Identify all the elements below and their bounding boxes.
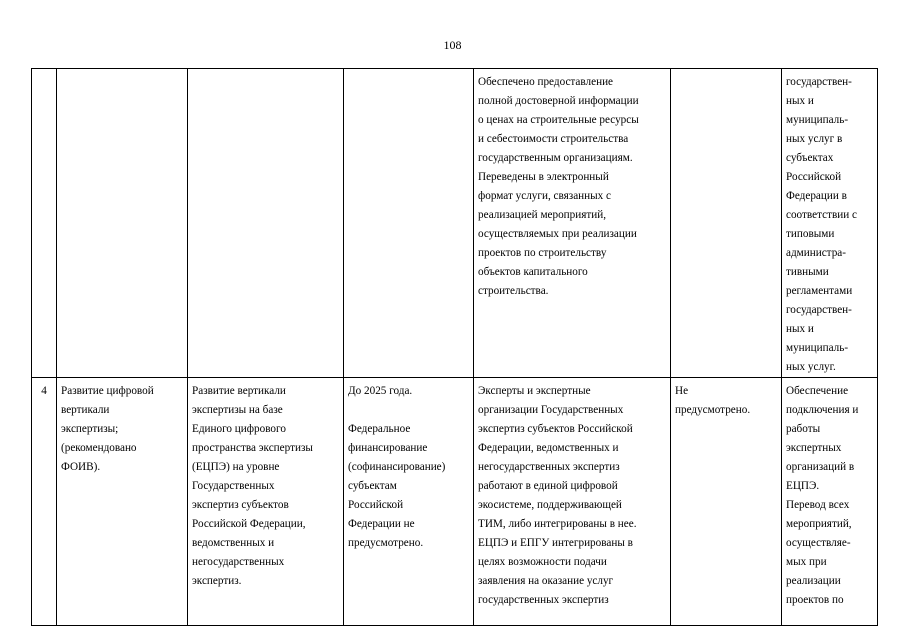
cell-text-line: ных услуг. [786, 361, 836, 373]
row-number-cell: 4 [32, 378, 57, 626]
effect-cell [782, 378, 878, 626]
cell-text-line: ных и [786, 95, 814, 107]
cell-text-line: подключения и [786, 404, 859, 416]
cell-text-line: Федеральное [348, 423, 411, 435]
cell-text-line: строительства. [478, 285, 549, 297]
cell-text-line: Переведены в электронный [478, 171, 609, 183]
cell-text-line: экспертиз субъектов [192, 499, 289, 511]
expected-result-cell [474, 69, 671, 378]
cell-text-line: (софинансирование) [348, 461, 446, 473]
cell-text-line: организации Государственных [478, 404, 624, 416]
cell-text-line: ных и [786, 323, 814, 335]
normative-act-cell [671, 378, 782, 626]
cell-text-line: целях возможности подачи [478, 556, 607, 568]
cell-text-line: вертикали [61, 404, 110, 416]
cell-text-line: ФОИВ). [61, 461, 101, 473]
cell-text-line: субъектах [786, 152, 834, 164]
cell-text-line: ЕЦПЭ и ЕПГУ интегрированы в [478, 537, 633, 549]
cell-text-line: тивными [786, 266, 829, 278]
cell-text-line: экосистеме, поддерживающей [478, 499, 622, 511]
cell-text-line: экспертиз. [192, 575, 242, 587]
cell-text-line: (ЕЦПЭ) на уровне [192, 461, 280, 473]
cell-text-line: предусмотрено. [675, 404, 751, 416]
cell-text-line: муниципаль- [786, 342, 849, 354]
cell-text-line: Развитие вертикали [192, 385, 286, 397]
cell-text-line: соответствии с [786, 209, 857, 221]
cell-text-line: организаций в [786, 461, 855, 473]
cell-text-line: финансирование [348, 442, 428, 454]
cell-text-line: типовыми [786, 228, 835, 240]
cell-text-line: Обеспечение [786, 385, 849, 397]
cell-text-line: негосударственных [192, 556, 285, 568]
cell-text-line: осуществляемых при реализации [478, 228, 637, 240]
cell-text-line: До 2025 года. [348, 385, 413, 397]
cell-text-line: экспертизы на базе [192, 404, 283, 416]
cell-text-line: пространства экспертизы [192, 442, 313, 454]
cell-text-line: экспертиз субъектов Российской [478, 423, 633, 435]
cell-text-line: объектов капитального [478, 266, 588, 278]
cell-text-line: мых при [786, 556, 827, 568]
cell-text-line: Федерации в [786, 190, 847, 202]
cell-text-line: мероприятий, [786, 518, 852, 530]
measure-name-cell [57, 69, 188, 378]
cell-text-line: работают в единой цифровой [478, 480, 618, 492]
measure-name-cell [57, 378, 188, 626]
cell-text-line: Российской [786, 171, 842, 183]
cell-text-line: Единого цифрового [192, 423, 286, 435]
cell-text-line: предусмотрено. [348, 537, 424, 549]
cell-text-line: ных услуг в [786, 133, 843, 145]
effect-cell [782, 69, 878, 378]
cell-text-line: ЕЦПЭ. [786, 480, 820, 492]
measure-description-cell [188, 69, 344, 378]
cell-text-line: Обеспечено предоставление [478, 76, 614, 88]
expected-result-cell [474, 378, 671, 626]
row-number-cell [32, 69, 57, 378]
cell-text-line: о ценах на строительные ресурсы [478, 114, 639, 126]
deadline-cell [344, 378, 474, 626]
cell-text-line: ведомственных и [192, 537, 275, 549]
cell-text-line: проектов по строительству [478, 247, 607, 259]
cell-text-line: Перевод всех [786, 499, 850, 511]
cell-text-line: Российской [348, 499, 404, 511]
cell-text-line: Российской Федерации, [192, 518, 306, 530]
cell-text-line: ТИМ, либо интегрированы в нее. [478, 518, 637, 530]
cell-text-line: проектов по [786, 594, 844, 606]
cell-text-line: формат услуги, связанных с [478, 190, 612, 202]
cell-text-line: реализацией мероприятий, [478, 209, 607, 221]
cell-text-line: работы [786, 423, 821, 435]
cell-text-line: экспертизы; [61, 423, 119, 435]
cell-text-line: субъектам [348, 480, 397, 492]
cell-text-line: Эксперты и экспертные [478, 385, 591, 397]
cell-text-line: полной достоверной информации [478, 95, 639, 107]
cell-text-line: муниципаль- [786, 114, 849, 126]
cell-text-line: регламентами [786, 285, 853, 297]
cell-text-line: негосударственных экспертиз [478, 461, 620, 473]
table-row [32, 69, 878, 378]
cell-text-line: экспертных [786, 442, 842, 454]
cell-text-line: Федерации, ведомственных и [478, 442, 619, 454]
measures-table [31, 68, 878, 626]
cell-text-line: Развитие цифровой [61, 385, 154, 397]
line-gap [348, 401, 469, 420]
table-row [32, 378, 878, 626]
cell-text-line: государственным организациям. [478, 152, 633, 164]
cell-text-line: Государственных [192, 480, 275, 492]
cell-text-line: государствен- [786, 304, 852, 316]
normative-act-cell [671, 69, 782, 378]
cell-text-line: государственных экспертиз [478, 594, 609, 606]
cell-text-line: реализации [786, 575, 841, 587]
cell-text-line: осуществляе- [786, 537, 851, 549]
cell-text-line: Не [675, 385, 689, 397]
cell-text-line: администра- [786, 247, 846, 259]
cell-text-line: заявления на оказание услуг [478, 575, 614, 587]
cell-text-line: государствен- [786, 76, 852, 88]
cell-text-line: Федерации не [348, 518, 415, 530]
deadline-cell [344, 69, 474, 378]
cell-text-line: (рекомендовано [61, 442, 137, 454]
cell-text-line: и себестоимости строительства [478, 133, 629, 145]
measure-description-cell [188, 378, 344, 626]
page-number: 108 [443, 38, 462, 52]
